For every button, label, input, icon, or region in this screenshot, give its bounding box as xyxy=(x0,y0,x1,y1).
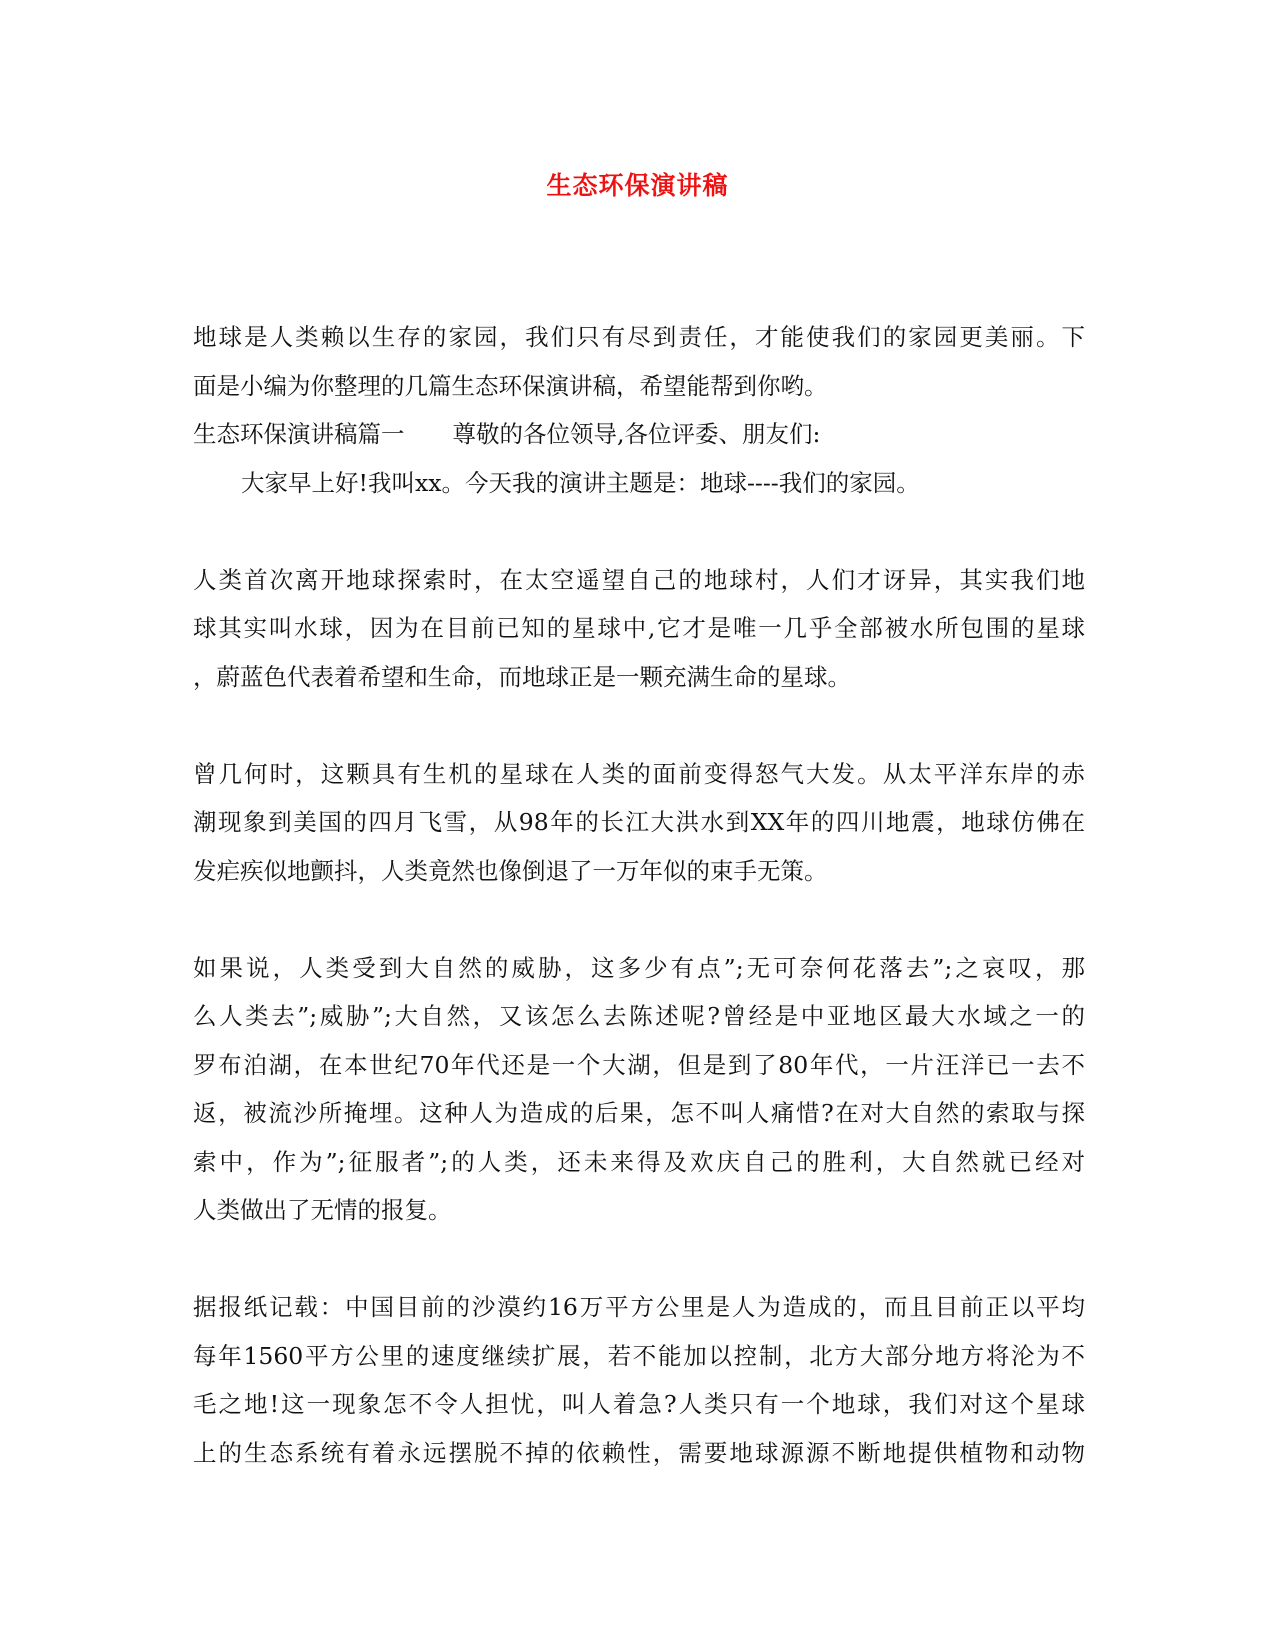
document-body xyxy=(193,313,1085,1477)
paragraph-line: 索中，作为”;征服者”;的人类，还未来得及欢庆自己的胜利，大自然就已经对 xyxy=(193,1147,1085,1176)
paragraph-line: 发疟疾似地颤抖，人类竟然也像倒退了一万年似的束手无策。 xyxy=(193,856,828,885)
paragraph-line: 么人类去”;威胁”;大自然，又该怎么去陈述呢?曾经是中亚地区最大水域之一的 xyxy=(193,1002,1085,1030)
paragraph-line: 每年1560平方公里的速度继续扩展，若不能加以控制，北方大部分地方将沦为不 xyxy=(193,1341,1085,1370)
paragraph-line: 球其实叫水球，因为在目前已知的星球中,它才是唯一几乎全部被水所包围的星球 xyxy=(193,614,1085,642)
greeting: 大家早上好!我叫xx。今天我的演讲主题是：地球----我们的家园。 xyxy=(241,468,920,497)
paragraph-line: 返，被流沙所掩埋。这种人为造成的后果，怎不叫人痛惜?在对大自然的索取与探 xyxy=(193,1099,1085,1127)
salutation: 尊敬的各位领导,各位评委、朋友们: xyxy=(452,420,821,448)
paragraph-line: 人类做出了无情的报复。 xyxy=(193,1196,452,1224)
paragraph-line: 人类首次离开地球探索时，在太空遥望自己的地球村，人们才讶异，其实我们地 xyxy=(193,565,1085,594)
paragraph-line: 罗布泊湖，在本世纪70年代还是一个大湖，但是到了80年代，一片汪洋已一去不 xyxy=(193,1050,1085,1079)
paragraph-line: 据报纸记载：中国目前的沙漠约16万平方公里是人为造成的，而且目前正以平均 xyxy=(193,1293,1085,1321)
paragraph-line: ，蔚蓝色代表着希望和生命，而地球正是一颗充满生命的星球。 xyxy=(193,662,851,691)
document-title: 生态环保演讲稿 xyxy=(546,171,729,200)
paragraph-line: 如果说，人类受到大自然的威胁，这多少有点”;无可奈何花落去”;之哀叹，那 xyxy=(193,953,1085,982)
paragraph-line: 潮现象到美国的四月飞雪，从98年的长江大洪水到XX年的四川地震，地球仿佛在 xyxy=(193,808,1085,836)
section-heading: 生态环保演讲稿篇一 xyxy=(193,420,405,448)
paragraph-line: 毛之地!这一现象怎不令人担忧，叫人着急?人类只有一个地球，我们对这个星球 xyxy=(193,1390,1085,1418)
paragraph-line: 曾几何时，这颗具有生机的星球在人类的面前变得怒气大发。从太平洋东岸的赤 xyxy=(193,759,1085,788)
section-heading-line xyxy=(193,410,1085,459)
paragraph-line: 上的生态系统有着永远摆脱不掉的依赖性，需要地球源源不断地提供植物和动物 xyxy=(193,1438,1085,1467)
intro-line: 地球是人类赖以生存的家园，我们只有尽到责任，才能使我们的家园更美丽。下 xyxy=(193,323,1085,351)
intro-line: 面是小编为你整理的几篇生态环保演讲稿，希望能帮到你哟。 xyxy=(193,371,828,400)
